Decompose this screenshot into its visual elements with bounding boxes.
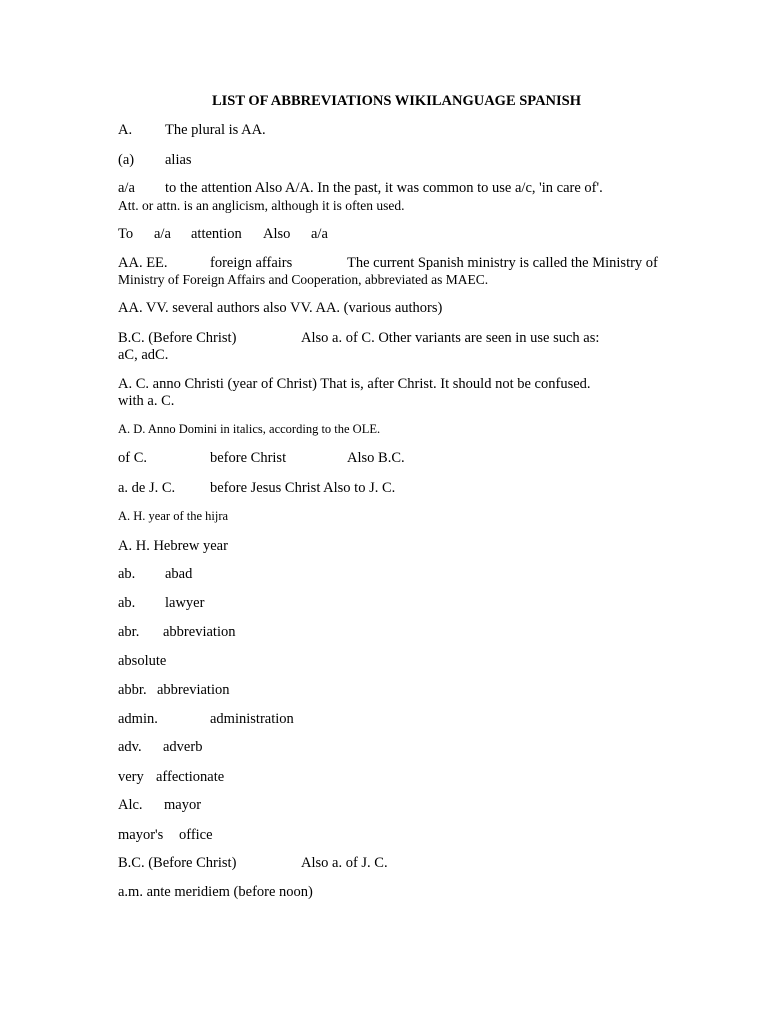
entry-note: The current Spanish ministry is called the Ministry of [347,255,658,271]
entry-definition: mayor [164,797,202,813]
entry-col: a/a [154,226,171,242]
entry-definition: lawyer [165,595,205,611]
entry-text: A. C. anno Christi (year of Christ) That is, after Christ. It should not be confused. [118,376,591,392]
entry-text: A. H. year of the hijra [118,509,229,523]
entry-abbr: adv. [118,739,142,755]
entry-definition: The plural is AA. [165,122,266,138]
entry-abbr: Alc. [118,797,143,813]
entry-abbr: ab. [118,595,136,611]
entry-continuation: Ministry of Foreign Affairs and Cooperation, abbreviated as MAEC. [118,272,489,287]
entry-col: Also [263,226,291,242]
entry-definition: before Jesus Christ Also to J. C. [210,480,396,496]
entry-continuation: with a. C. [118,393,175,409]
entry-abbr: AA. EE. [118,255,168,271]
entry-abbr: B.C. (Before Christ) [118,855,237,871]
entry-continuation: aC, adC. [118,347,169,363]
entry-text: A. D. Anno Domini in italics, according to the OLE. [118,422,381,436]
entry-abbr: admin. [118,711,158,727]
entry-col: attention [191,226,242,242]
entry-abbr: To [118,226,134,242]
entry-abbr: (a) [118,152,135,168]
entry-definition: office [179,827,213,843]
entry-definition: affectionate [156,769,225,785]
entry-abbr: abr. [118,624,140,640]
entry-note: Also a. of J. C. [301,855,388,871]
document-title: LIST OF ABBREVIATIONS WIKILANGUAGE SPANISH [211,93,582,109]
entry-abbr: very [118,769,144,785]
entry-note: Also a. of C. Other variants are seen in use such as: [301,330,600,346]
entry-abbr: a. de J. C. [118,480,176,496]
entry-definition: to the attention Also A/A. In the past, it was common to use a/c, 'in care of'. [165,180,603,196]
entry-text: a.m. ante meridiem (before noon) [118,884,313,900]
entry-abbr: abbr. [118,682,147,698]
entry-abbr: a/a [118,180,135,196]
entry-abbr: ab. [118,566,136,582]
entry-definition: adverb [163,739,203,755]
entry-continuation: Att. or attn. is an anglicism, although it is often used. [118,198,405,213]
entry-definition: administration [210,711,294,727]
entry-abbr: B.C. (Before Christ) [118,330,237,346]
entry-definition: abbreviation [157,682,230,698]
entry-text: A. H. Hebrew year [118,538,228,554]
entry-text: absolute [118,653,167,669]
entry-note: Also B.C. [347,450,405,466]
entry-text: AA. VV. several authors also VV. AA. (various authors) [118,300,443,316]
entry-col: a/a [311,226,328,242]
entry-definition: before Christ [210,450,287,466]
entry-abbr: mayor's [118,827,164,843]
entry-abbr: of C. [118,450,147,466]
entry-definition: alias [165,152,192,168]
entry-definition: abbreviation [163,624,236,640]
entry-abbr: A. [118,122,133,138]
entry-definition: abad [165,566,193,582]
entry-definition: foreign affairs [210,255,293,271]
